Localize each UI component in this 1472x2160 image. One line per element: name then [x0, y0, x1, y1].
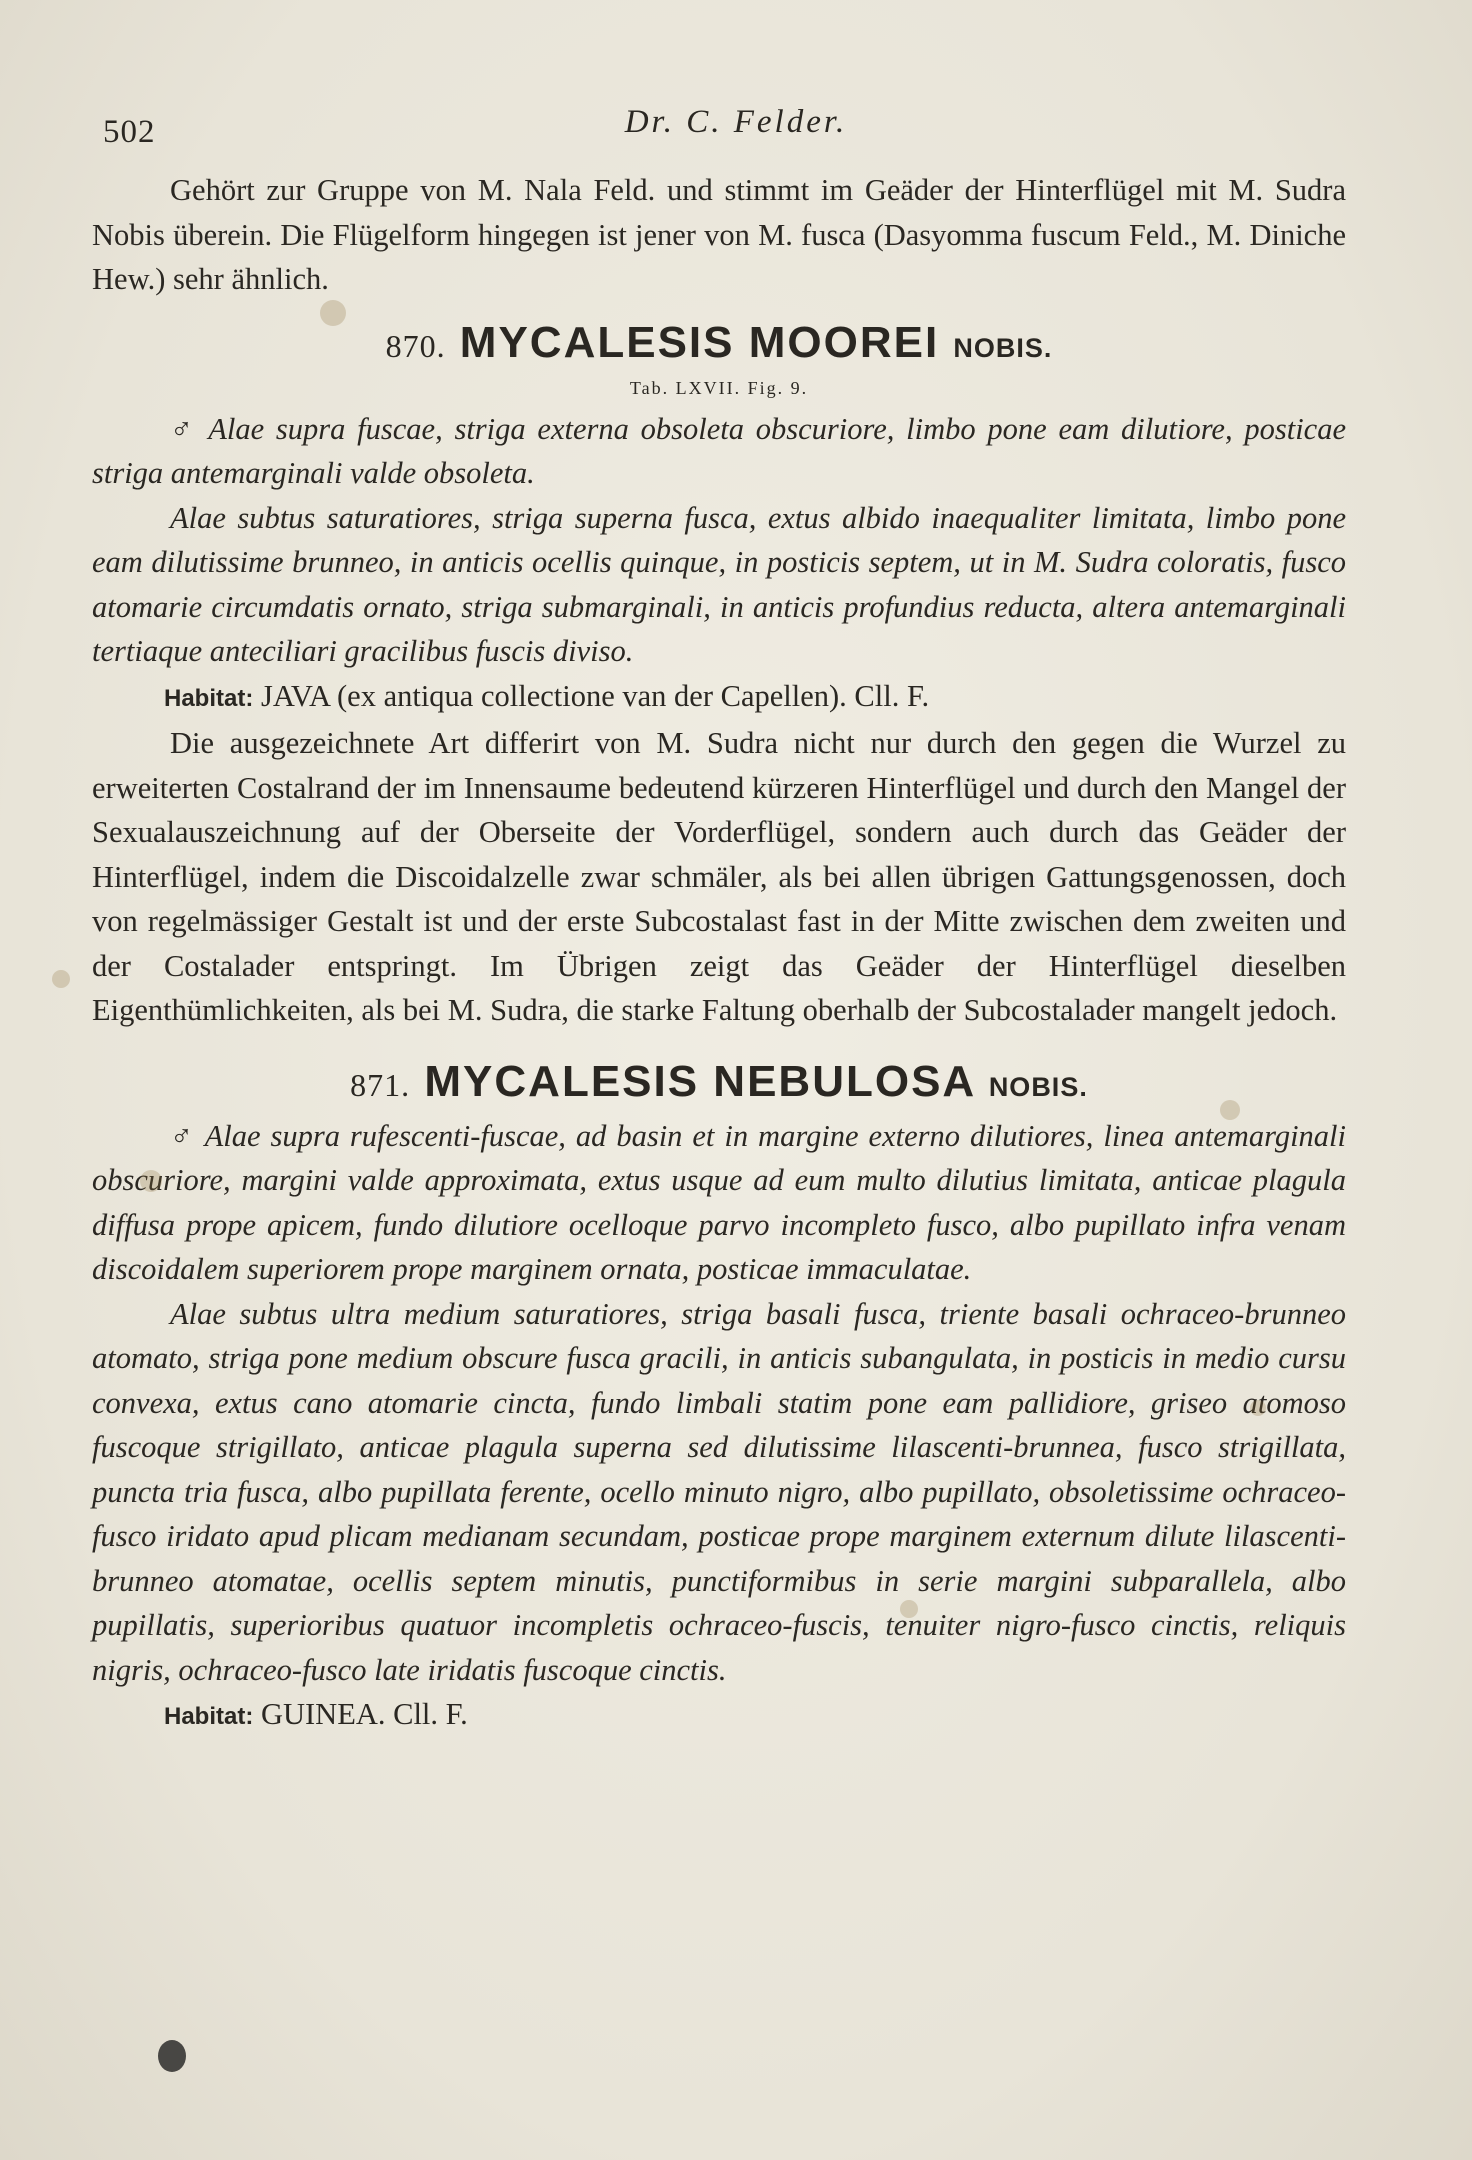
species-number: 871. [350, 1066, 411, 1103]
foxing-stain [1220, 1100, 1240, 1120]
habitat-text: JAVA (ex antiqua collectione van der Capellen). Cll. F. [260, 678, 930, 713]
ink-blot [158, 2040, 186, 2072]
habitat-label: Habitat: [164, 1703, 254, 1730]
german-remarks: Die ausgezeichnete Art differirt von M. Sudra nicht nur durch den gegen die Wurzel zu erweiterten Costalrand der im Innensaume bedeutend kürzeren Hinterflügel und durch den Mangel der Sexualauszeichnung auf der Oberseite der Vorderflügel, sondern auch durch das Geäder der Hinterflügel, indem die Discoidalzelle zwar schmäler, als bei allen übrigen Gattungsgenossen, doch von regelmässiger Gestalt ist und der erste Subcostalast fast in der Mitte zwischen dem zweiten und der Costalader entspringt. Im Übrigen zeigt das Geäder der Hinterflügel dieselben Eigenthümlichkeiten, als bei M. Sudra, die starke Faltung oberhalb der Subcostalader mangelt jedoch. [92, 726, 1346, 1027]
latin-description-upper: ♂ Alae supra fuscae, striga externa obsoleta obscuriore, limbo pone eam dilutiore, posticae striga antemarginali valde obsoleta. [92, 411, 1346, 490]
species-number: 870. [385, 327, 446, 364]
species-name: MYCALESIS NEBULOSA [424, 1056, 975, 1106]
habitat-label: Habitat: [164, 684, 254, 712]
species-name: MYCALESIS MOOREI [459, 317, 940, 367]
species-heading-871 [92, 1055, 1346, 1114]
foxing-stain [320, 300, 346, 326]
latin-description-upper: ♂ Alae supra rufescenti-fuscae, ad basin et in margine externo dilutiores, linea antemarginali obscuriore, margini valde approximata, extus usque ad eum multo dilutius limitata, anticae plagula diffusa prope apicem, fundo dilutiore ocelloque parvo incompleto fusco, albo pupillato infra venam discoidalem superiorem prope marginem ornata, posticae immaculatae. [92, 1118, 1346, 1286]
species-heading-870 [92, 316, 1346, 375]
intro-paragraph: Gehört zur Gruppe von M. Nala Feld. und stimmt im Geäder der Hinterflügel mit M. Sudra Nobis überein. Die Flügelform hingegen ist jener von M. fusca (Dasyomma fuscum Feld., M. Diniche Hew.) sehr ähnlich. [92, 173, 1346, 296]
foxing-stain [140, 1170, 162, 1192]
page-header [0, 104, 1472, 154]
habitat-text: GUINEA. Cll. F. [260, 1697, 468, 1731]
foxing-stain [900, 1600, 918, 1618]
page-body [92, 168, 1346, 1740]
page-number: 502 [103, 114, 156, 150]
foxing-stain [52, 970, 70, 988]
species-author: NOBIS. [988, 1071, 1088, 1102]
foxing-stain [1250, 1400, 1266, 1416]
latin-description-under: Alae subtus saturatiores, striga superna fusca, extus albido inaequaliter limitata, limbo pone eam dilutissime brunneo, in anticis ocellis quinque, in posticis septem, ut in M. Sudra coloratis, fusco atomarie circumdatis ornato, striga submarginali, in anticis profundius reducta, altera antemarginali tertiaque anteciliari gracilibus fuscis diviso. [92, 500, 1346, 668]
habitat-line [92, 1692, 1346, 1740]
running-head: Dr. C. Felder. [624, 104, 848, 140]
latin-description-under: Alae subtus ultra medium saturatiores, striga basali fusca, triente basali ochraceo-brunneo atomato, striga pone medium obscure fusca gracili, in anticis subangulata, in posticis in medio cursu convexa, extus cano atomarie cincta, fundo limbali statim pone eam pallidiore, griseo atomoso fuscoque strigillato, anticae plagula superna sed dilutissime lilascenti-brunnea, fusco strigillata, puncta tria fusca, albo pupillata ferente, ocello minuto nigro, albo pupillato, obsoletissime ochraceo-fusco iridato apud plicam medianam secundam, posticae prope marginem externum dilute lilascenti-brunneo atomatae, ocellis septem minutis, punctiformibus in serie margini subparallela, albo pupillatis, superioribus quatuor incompletis ochraceo-fuscis, tenuiter nigro-fusco cinctis, reliquis nigris, ochraceo-fusco late iridatis fuscoque cinctis. [92, 1296, 1346, 1687]
plate-reference: Tab. LXVII. Fig. 9. [629, 377, 809, 398]
habitat-line [92, 674, 1346, 722]
species-author: NOBIS. [953, 332, 1053, 363]
